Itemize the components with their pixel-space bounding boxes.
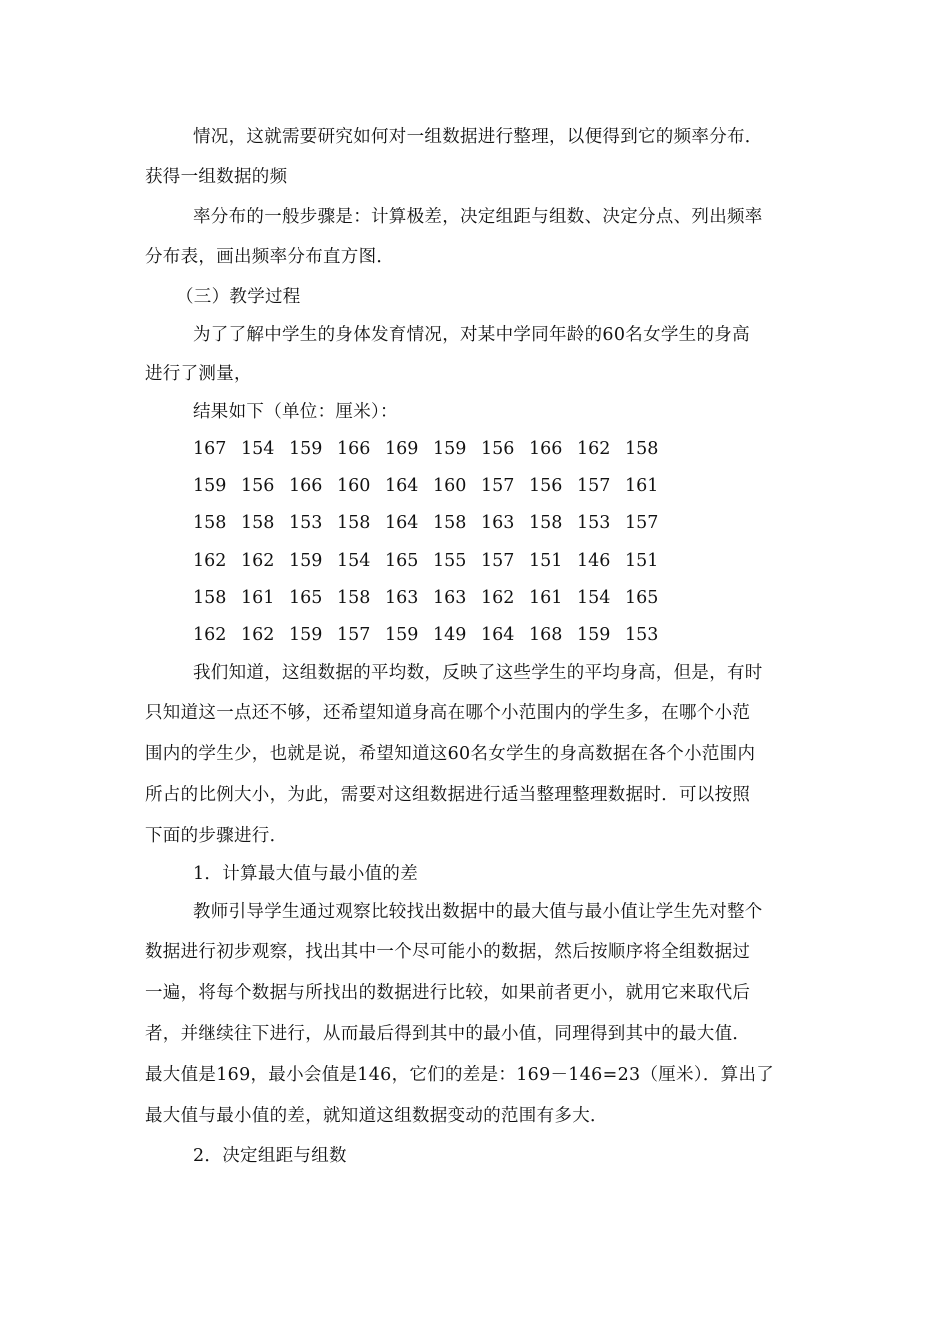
- height-value: 162: [193, 551, 227, 571]
- step-heading: 1．计算最大值与最小值的差: [193, 864, 419, 884]
- height-value: 158: [337, 588, 371, 608]
- height-value: 158: [337, 513, 371, 533]
- height-value: 159: [433, 439, 467, 459]
- height-value: 153: [577, 513, 611, 533]
- height-value: 164: [385, 476, 419, 496]
- height-value: 157: [625, 513, 659, 533]
- height-value: 161: [625, 476, 659, 496]
- height-value: 160: [337, 476, 371, 496]
- height-value: 166: [337, 439, 371, 459]
- height-value: 166: [289, 476, 323, 496]
- height-value: 160: [433, 476, 467, 496]
- height-value: 157: [481, 476, 515, 496]
- height-value: 154: [337, 551, 371, 571]
- height-value: 163: [481, 513, 515, 533]
- height-value: 167: [193, 439, 227, 459]
- height-value: 159: [385, 625, 419, 645]
- paragraph-line: 结果如下（单位：厘米）：: [193, 402, 398, 422]
- paragraph-line: 所占的比例大小，为此，需要对这组数据进行适当整理整理数据时．可以按照: [145, 785, 751, 805]
- height-value: 162: [193, 625, 227, 645]
- height-value: 165: [385, 551, 419, 571]
- paragraph-line: 围内的学生少，也就是说，希望知道这60名女学生的身高数据在各个小范围内: [145, 744, 756, 764]
- paragraph-line: 最大值是169，最小会值是146，它们的差是：169－146=23（厘米）．算出了: [145, 1065, 775, 1085]
- paragraph-line: 最大值与最小值的差，就知道这组数据变动的范围有多大．: [145, 1106, 608, 1126]
- height-value: 164: [385, 513, 419, 533]
- paragraph-line: 下面的步骤进行．: [145, 826, 288, 846]
- section-heading: （三）教学过程: [176, 287, 301, 307]
- height-value: 158: [241, 513, 275, 533]
- height-value: 154: [577, 588, 611, 608]
- height-value: 165: [289, 588, 323, 608]
- height-value: 153: [289, 513, 323, 533]
- height-value: 163: [433, 588, 467, 608]
- height-value: 149: [433, 625, 467, 645]
- height-value: 162: [241, 551, 275, 571]
- paragraph-line: 为了了解中学生的身体发育情况，对某中学同年龄的60名女学生的身高: [193, 325, 750, 345]
- height-value: 151: [625, 551, 659, 571]
- height-value: 151: [529, 551, 563, 571]
- paragraph-line: 数据进行初步观察，找出其中一个尽可能小的数据，然后按顺序将全组数据过: [145, 942, 751, 962]
- height-value: 158: [529, 513, 563, 533]
- height-value: 156: [529, 476, 563, 496]
- height-value: 161: [529, 588, 563, 608]
- height-value: 157: [577, 476, 611, 496]
- height-value: 157: [481, 551, 515, 571]
- height-value: 164: [481, 625, 515, 645]
- height-value: 155: [433, 551, 467, 571]
- height-value: 158: [193, 513, 227, 533]
- height-value: 159: [289, 439, 323, 459]
- height-value: 146: [577, 551, 611, 571]
- height-value: 163: [385, 588, 419, 608]
- paragraph-line: 获得一组数据的频: [145, 167, 288, 187]
- height-value: 154: [241, 439, 275, 459]
- paragraph-line: 我们知道，这组数据的平均数，反映了这些学生的平均身高，但是，有时: [193, 663, 763, 683]
- height-value: 159: [577, 625, 611, 645]
- height-value: 158: [193, 588, 227, 608]
- paragraph-line: 率分布的一般步骤是：计算极差，决定组距与组数、决定分点、列出频率: [193, 207, 763, 227]
- height-value: 159: [289, 625, 323, 645]
- height-value: 166: [529, 439, 563, 459]
- height-value: 153: [625, 625, 659, 645]
- height-value: 162: [241, 625, 275, 645]
- paragraph-line: 进行了测量，: [145, 364, 252, 384]
- height-value: 161: [241, 588, 275, 608]
- paragraph-line: 者，并继续往下进行，从而最后得到其中的最小值，同理得到其中的最大值．: [145, 1024, 751, 1044]
- height-value: 156: [481, 439, 515, 459]
- height-value: 162: [577, 439, 611, 459]
- height-value: 156: [241, 476, 275, 496]
- paragraph-line: 分布表，画出频率分布直方图．: [145, 247, 395, 267]
- height-value: 159: [289, 551, 323, 571]
- height-value: 169: [385, 439, 419, 459]
- height-value: 162: [481, 588, 515, 608]
- height-value: 159: [193, 476, 227, 496]
- height-value: 158: [433, 513, 467, 533]
- paragraph-line: 只知道这一点还不够，还希望知道身高在哪个小范围内的学生多，在哪个小范: [145, 703, 751, 723]
- paragraph-line: 一遍，将每个数据与所找出的数据进行比较，如果前者更小，就用它来取代后: [145, 983, 751, 1003]
- paragraph-line: 教师引导学生通过观察比较找出数据中的最大值与最小值让学生先对整个: [193, 902, 763, 922]
- height-value: 168: [529, 625, 563, 645]
- height-value: 157: [337, 625, 371, 645]
- height-value: 165: [625, 588, 659, 608]
- height-value: 158: [625, 439, 659, 459]
- step-heading: 2．决定组距与组数: [193, 1146, 347, 1166]
- paragraph-line: 情况，这就需要研究如何对一组数据进行整理，以便得到它的频率分布．: [193, 127, 763, 147]
